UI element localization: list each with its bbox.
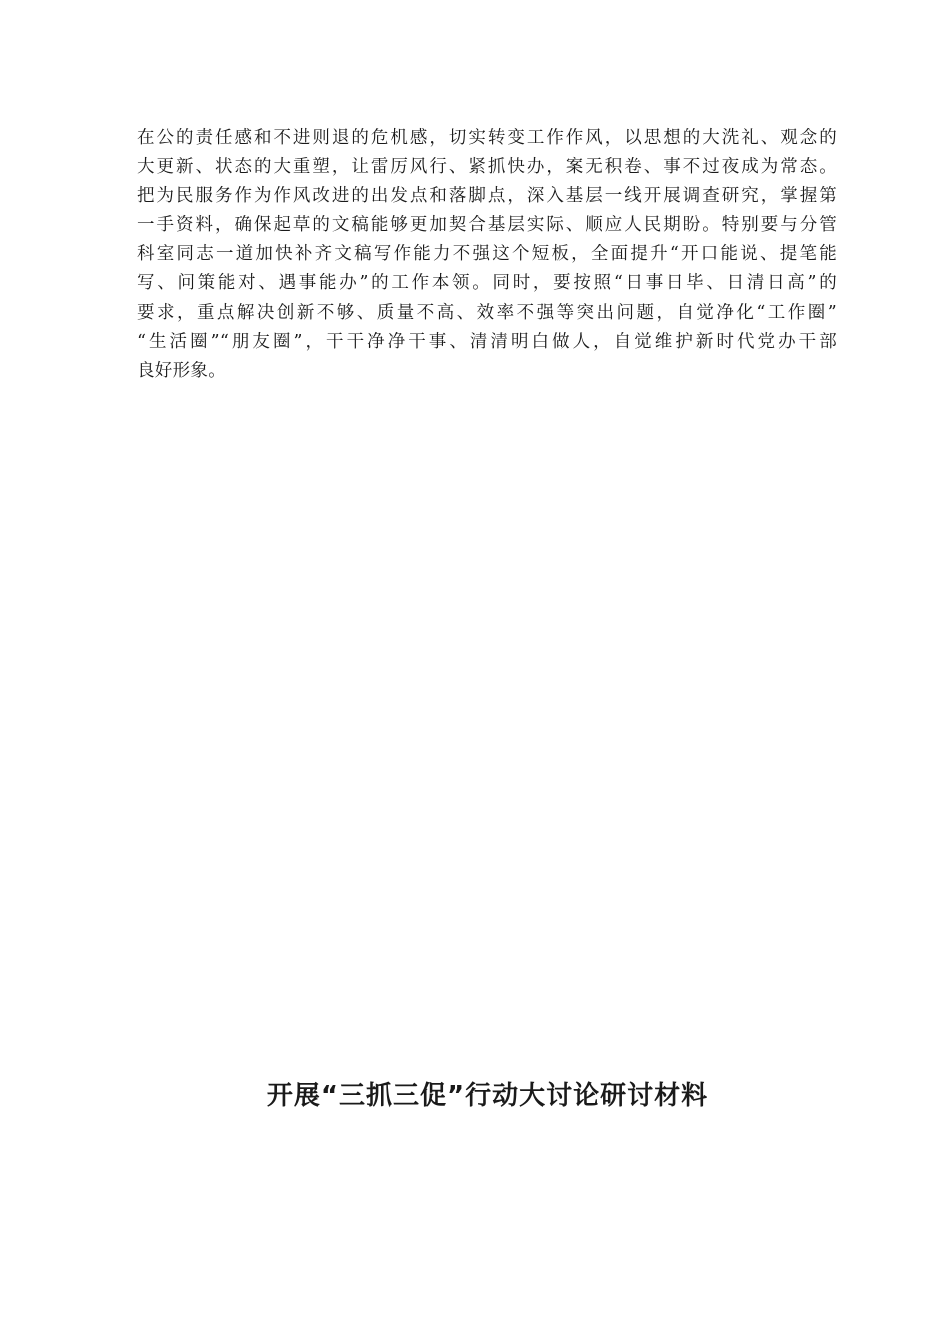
paragraph-line: 把为民服务作为作风改进的出发点和落脚点，深入基层一线开展调查研究，掌握第 <box>137 186 837 207</box>
paragraph-line: 良好形象。 <box>137 360 226 381</box>
paragraph-line: 一手资料，确保起草的文稿能够更加契合基层实际、顺应人民期盼。特别要与分管 <box>137 215 837 236</box>
document-title: 开展“三抓三促”行动大讨论研讨材料 <box>266 1081 709 1111</box>
paragraph-line: 写、问策能对、遇事能办”的工作本领。同时，要按照“日事日毕、日清日高”的 <box>137 273 837 294</box>
paragraph-line: 要求，重点解决创新不够、质量不高、效率不强等突出问题，自觉净化“工作圈” <box>137 302 837 323</box>
body-paragraph <box>137 124 837 386</box>
paragraph-line: “生活圈”“朋友圈”，干干净净干事、清清明白做人，自觉维护新时代党办干部 <box>137 331 837 352</box>
paragraph-line: 在公的责任感和不进则退的危机感，切实转变工作作风，以思想的大洗礼、观念的 <box>137 128 837 148</box>
paragraph-line: 科室同志一道加快补齐文稿写作能力不强这个短板，全面提升“开口能说、提笔能 <box>137 244 837 265</box>
paragraph-line: 大更新、状态的大重塑，让雷厉风行、紧抓快办，案无积卷、事不过夜成为常态。 <box>137 157 837 178</box>
